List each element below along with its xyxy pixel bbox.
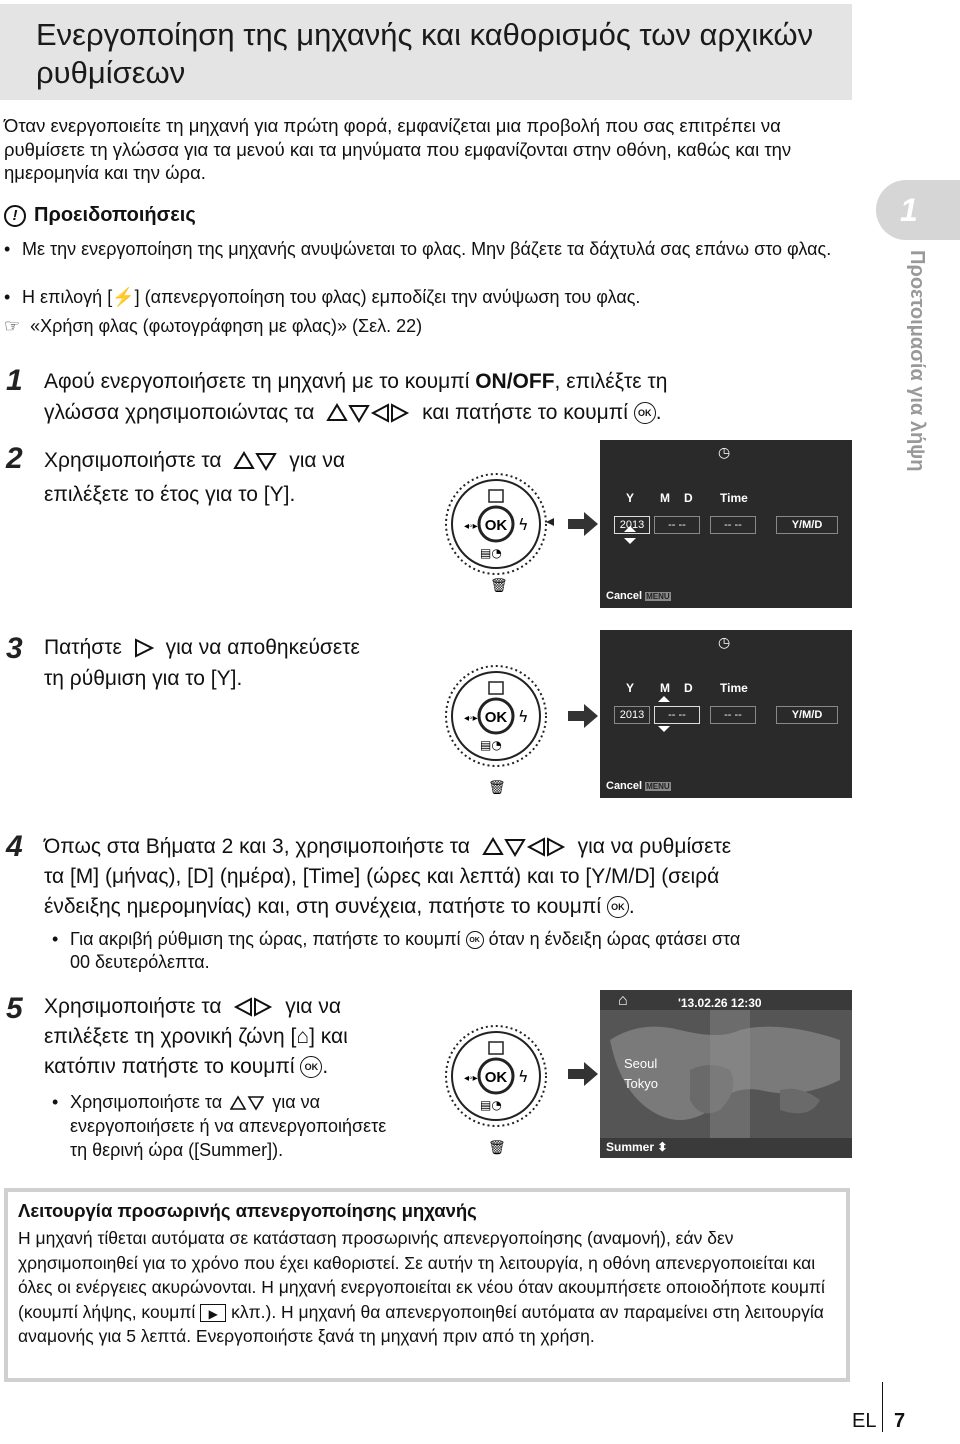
home-icon: ⌂: [296, 1025, 310, 1048]
info-box: [4, 1188, 850, 1382]
step-number: 4: [6, 830, 23, 863]
warnings-heading-label: Προειδοποιήσεις: [34, 204, 196, 226]
arrow-right-icon: [568, 1062, 598, 1086]
ok-button-icon: OK: [300, 1056, 322, 1078]
step-number: 1: [6, 364, 23, 397]
svg-text:▤◔: ▤◔: [480, 546, 502, 560]
city-label: Tokyo: [624, 1076, 658, 1091]
date-time-readout: '13.02.26 12:30: [678, 996, 762, 1010]
arrow-keys-icon: [482, 837, 566, 857]
info-title: Λειτουργία προσωρινής απενεργοποίησης μηχανής: [18, 1200, 477, 1221]
warning-item: • Με την ενεργοποίηση της μηχανής ανυψώνεται το φλας. Μην βάζετε τα δάχτυλά σας επάνω στο φλας.: [4, 239, 832, 259]
svg-text:🗑: 🗑: [490, 578, 508, 592]
reference-hand-icon: ☞: [4, 316, 21, 336]
cancel-label: Cancel MENU: [606, 590, 670, 602]
warning-icon: !: [4, 205, 26, 227]
city-label: Seoul: [624, 1056, 658, 1071]
svg-text:OK: OK: [484, 709, 508, 726]
svg-text:ϟ: ϟ: [518, 1067, 529, 1086]
reference-link[interactable]: «Χρήση φλας (φωτογράφηση με φλας)» (Σελ. 22): [30, 316, 423, 336]
arrow-right-icon: [568, 512, 598, 536]
chapter-tab: [876, 180, 960, 240]
left-right-arrows-icon: [233, 997, 273, 1017]
chapter-title-vertical: Προετοιμασία για λήψη: [906, 250, 928, 472]
up-indicator: [658, 696, 670, 702]
control-dial[interactable]: [444, 654, 554, 794]
on-off-button-label: ON/OFF: [475, 370, 555, 393]
svg-text:ϟ: ϟ: [518, 707, 529, 726]
svg-text:▤◔: ▤◔: [480, 738, 502, 752]
svg-text:🗑: 🗑: [488, 1140, 506, 1156]
step-4-note: • Για ακριβή ρύθμιση της ώρας, πατήστε το κουμπί OK όταν η ένδειξη ώρας φτάσει στα 00 δευτερόλεπτα.: [52, 929, 741, 972]
svg-text:OK: OK: [484, 517, 508, 534]
arrow-right-icon: [568, 704, 598, 728]
info-text: Η μηχανή τίθεται αυτόματα σε κατάσταση προσωρινής απενεργοποίησης (αναμονή), εάν δεν χρησιμοποιηθεί για το χρόνο που έχει καθοριστεί. Σε αυτήν τη λειτουργία, η οθόνη απενεργοποιείται και όλες οι ενέργειες ακυρώνονται. Η μηχανή ενεργοποιείται εκ νέου όταν ακουμπήσετε οποιοδήποτε κουμπί (κουμπί λήψης, κουμπί ▶ κλπ.). Η μηχανή θα απενεργοποιηθεί αυτόματα αν παραμείνει στη λειτουργία αναμονής για 5 λεπτά. Ενεργοποιήστε ξανά τη μηχανή πριν από τη χρήση.: [18, 1228, 825, 1346]
up-down-icon: ⬍: [657, 1140, 668, 1154]
warnings-heading: [4, 204, 196, 227]
arrow-keys-icon: [326, 403, 410, 423]
down-indicator: [624, 538, 636, 544]
camera-screen-year-set: ◷ Y M D Time 2013 -- -- -- -- Y/M/D Cancel MENU: [600, 630, 852, 798]
home-icon: ⌂: [618, 992, 628, 1009]
step-4-text: Όπως στα Βήματα 2 και 3, χρησιμοποιήστε τα για να ρυθμίσετε τα [M] (μήνας), [D] (ημέρα), [Time] (ώρες και λεπτά) και το [Y/M/D] (σειρά ένδειξης ημερομηνίας) και, στη συνέχεια, πατήστε το κουμπί OK .: [44, 835, 732, 918]
clock-icon: ◷: [718, 444, 731, 460]
svg-text:◂◦▸: ◂◦▸: [464, 1073, 478, 1084]
step-5-note: • Χρησιμοποιήστε τα για να ενεργοποιήσετε ή να απενεργοποιήσετε τη θερινή ώρα ([Summer]).: [52, 1092, 387, 1160]
svg-text:◂◦▸: ◂◦▸: [464, 713, 478, 724]
reference-line: [4, 316, 422, 337]
down-indicator: [658, 726, 670, 732]
clock-icon: ◷: [718, 634, 731, 650]
camera-screen-timezone: [600, 990, 852, 1158]
ok-button-icon: OK: [634, 402, 656, 424]
up-down-arrows-icon: [230, 1095, 264, 1111]
svg-text:OK: OK: [484, 1069, 508, 1086]
right-arrow-icon: [134, 638, 154, 658]
playback-button-icon: ▶: [200, 1304, 226, 1322]
ok-button-icon: OK: [607, 896, 629, 918]
warning-item: • Η επιλογή [⚡] (απενεργοποίηση του φλας) εμποδίζει την ανύψωση του φλας.: [4, 287, 641, 307]
step-5-text: Χρησιμοποιήστε τα για να επιλέξετε τη χρονική ζώνη [⌂] και κατόπιν πατήστε το κουμπί OK .: [44, 995, 348, 1078]
intro-text: Όταν ενεργοποιείτε τη μηχανή για πρώτη φορά, εμφανίζεται μια προβολή που σας επιτρέπει να ρυθμίσετε τη γλώσσα για τα μενού και τα μηνύματα που εμφανίζονται στην οθόνη, καθώς και την ημερομηνία και την ώρα.: [4, 115, 792, 183]
control-dial[interactable]: [444, 1014, 554, 1156]
step-1-text: Αφού ενεργοποιήσετε τη μηχανή με το κουμπί ON/OFF, επιλέξτε τη γλώσσα χρησιμοποιώντας τα και πατήστε το κουμπί OK .: [44, 370, 668, 424]
step-number: 2: [6, 442, 23, 475]
svg-text:🗑: 🗑: [488, 780, 506, 794]
cancel-label: Cancel MENU: [606, 780, 670, 792]
footer-divider: [882, 1382, 883, 1432]
svg-text:ϟ: ϟ: [518, 515, 529, 534]
page-title: Ενεργοποίηση της μηχανής και καθορισμός των αρχικών ρυθμίσεων: [36, 17, 814, 90]
ok-button-icon: OK: [466, 931, 484, 949]
svg-text:◂◦▸: ◂◦▸: [464, 521, 478, 532]
control-dial[interactable]: [444, 462, 554, 592]
step-3-text: Πατήστε για να αποθηκεύσετε τη ρύθμιση για το [Y].: [44, 636, 360, 690]
step-2-text: Χρησιμοποιήστε τα για να επιλέξετε το έτος για το [Y].: [44, 449, 346, 506]
chapter-number: 1: [900, 192, 918, 228]
camera-screen-year: ◷ Y M D Time 2013 -- -- -- -- Y/M/D Cancel MENU: [600, 440, 852, 608]
svg-text:▤◔: ▤◔: [480, 1098, 502, 1112]
step-number: 3: [6, 632, 23, 665]
world-map: [600, 1010, 852, 1138]
language-code: EL: [852, 1410, 877, 1432]
step-number: 5: [6, 992, 23, 1025]
summer-toggle[interactable]: Summer ⬍: [606, 1140, 668, 1154]
up-down-arrows-icon: [233, 451, 277, 471]
page-number: 7: [894, 1410, 906, 1432]
